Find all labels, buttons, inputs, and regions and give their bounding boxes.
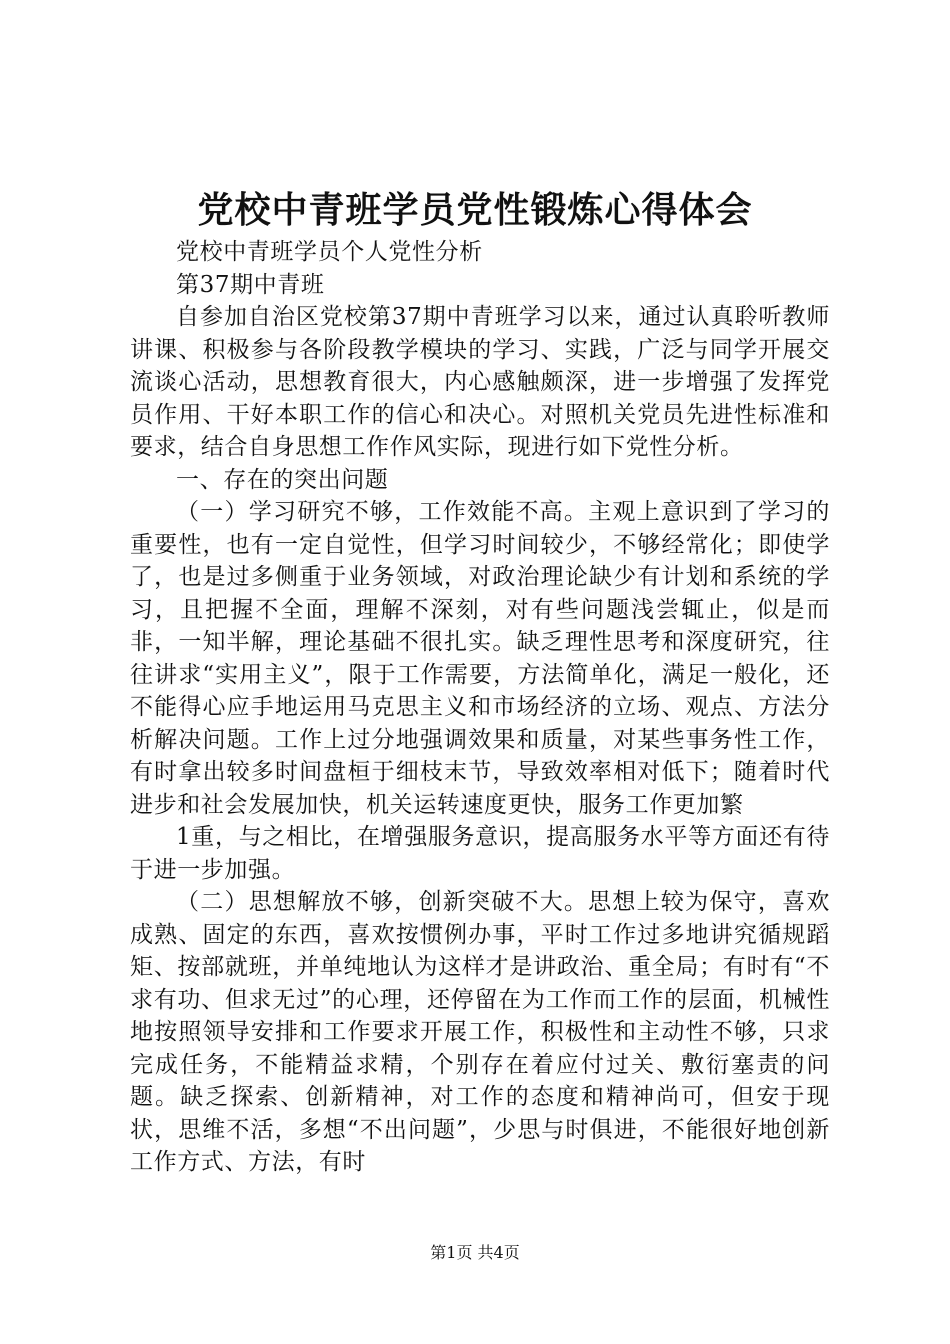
- section-heading-problems: 一、存在的突出问题: [176, 466, 389, 493]
- paragraph-problem-two: （二）思想解放不够，创新突破不大。思想上较为保守，喜欢成熟、固定的东西，喜欢按惯例办事，平时工作过多地讲究循规蹈矩、按部就班，并单纯地认为这样才是讲政治、重全局；有时有“不求有功、但求无过”的心理，还停留在为工作而工作的层面，机械性地按照领导安排和工作要求开展工作，积极性和主动性不够，只求完成任务，不能精益求精，个别存在着应付过关、敷衍塞责的问题。缺乏探索、创新精神，对工作的态度和精神尚可，但安于现状，思维不活，多想“不出问题”，少思与时俱进，不能很好地创新工作方式、方法，有时: [130, 889, 830, 1175]
- paragraph-problem-one: （一）学习研究不够，工作效能不高。主观上意识到了学习的重要性，也有一定自觉性，但学习时间较少，不够经常化；即使学了，也是过多侧重于业务领域，对政治理论缺少有计划和系统的学习，且把握不全面，理解不深刻，对有些问题浅尝辄止，似是而非，一知半解，理论基础不很扎实。缺乏理性思考和深度研究，往往讲求“实用主义”，限于工作需要，方法简单化，满足一般化，还不能得心应手地运用马克思主义和市场经济的立场、观点、方法分析解决问题。工作上过分地强调效果和质量，对某些事务性工作，有时拿出较多时间盘桓于细枝末节，导致效率相对低下；随着时代进步和社会发展加快，机关运转速度更快，服务工作更加繁: [130, 499, 830, 818]
- document-body: [130, 236, 830, 1179]
- paragraph-class-number: 第37期中青班: [176, 271, 325, 298]
- paragraph-intro: 自参加自治区党校第37期中青班学习以来，通过认真聆听教师讲课、积极参与各阶段教学模块的学习、实践，广泛与同学开展交流谈心活动，思想教育很大，内心感触颇深，进一步增强了发挥党员作用、干好本职工作的信心和决心。对照机关党员先进性标准和要求，结合自身思想工作作风实际，现进行如下党性分析。: [130, 304, 830, 460]
- paragraph-subtitle: 党校中青班学员个人党性分析: [176, 239, 483, 265]
- paragraph-continuation: 1重，与之相比，在增强服务意识，提高服务水平等方面还有待于进一步加强。: [130, 824, 830, 883]
- document-title: 党校中青班学员党性锻炼心得体会: [197, 189, 753, 231]
- page-footer: 第1页 共4页: [430, 1243, 520, 1262]
